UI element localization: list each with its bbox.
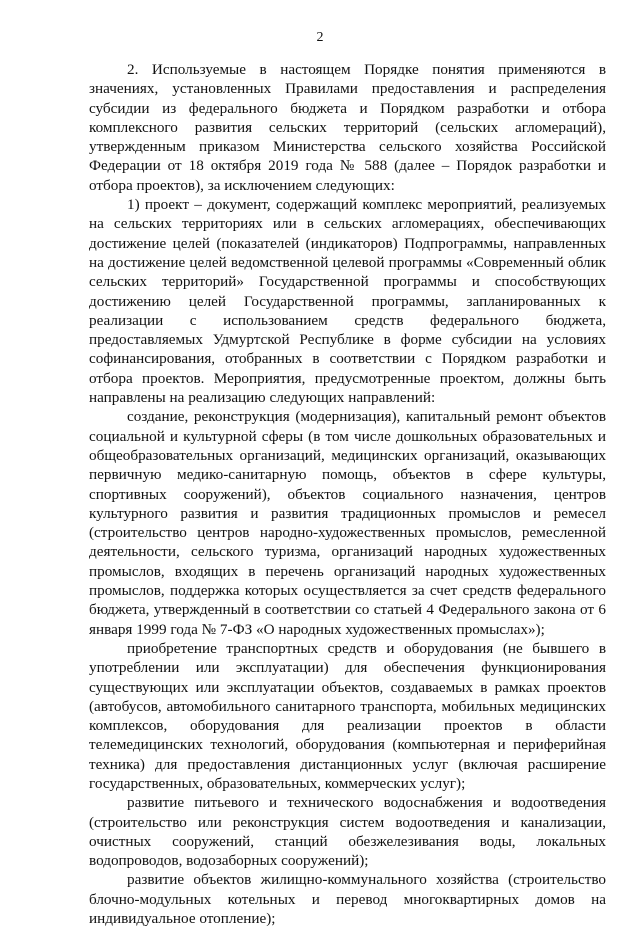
paragraph-housing-utilities: развитие объектов жилищно-коммунального хозяйства (строительство блочно-модульных котельных и перевод многоквартирных домов на индивидуальное отопление); bbox=[89, 871, 606, 928]
paragraph-water-supply: развитие питьевого и технического водоснабжения и водоотведения (строительство или реконструкция систем водоотведения и канализации, очистных сооружений, станций обезжелезивания воды, локальных водопроводов, водозаборных сооружений); bbox=[89, 794, 606, 870]
paragraph-transport-equipment: приобретение транспортных средств и оборудования (не бывшего в употреблении или эксплуатации) для обеспечения функционирования существующих или эксплуатации объектов, создаваемых в рамках проектов (автобусов, автомобильного санитарного транспорта, мобильных медицинских комплексов, оборудования для реализации проектов в области телемедицинских технологий, оборудования (компьютерная и периферийная техника) для предоставления дистанционных услуг (включая расширение государственных, образовательных, коммерческих услуг); bbox=[89, 639, 606, 792]
paragraph-definitions-intro: 2. Используемые в настоящем Порядке понятия применяются в значениях, установленных Правилами предоставления и распределения субсидии из федерального бюджета и Порядком разработки и отбора комплексного развития сельских территорий (сельских агломераций), утвержденным приказом Министерства сельского хозяйства Российской Федерации от 18 октября 2019 года № 588 (далее – Порядок разработки и отбора проектов), за исключением следующих: bbox=[89, 61, 606, 194]
document-body bbox=[89, 60, 606, 928]
paragraph-project-definition: 1) проект – документ, содержащий комплекс мероприятий, реализуемых на сельских территориях или в сельских агломерациях, обеспечивающих достижение целей (показателей (индикаторов) Подпрограммы, направленных на достижение целей ведомственной целевой программы «Современный облик сельских территорий» Государственной программы и способствующих достижению целей Государственной программы, запланированных к реализации с использованием средств федерального бюджета, предоставляемых Удмуртской Республике в форме субсидии на условиях софинансирования, отобранных в соответствии с Порядком разработки и отбора проектов. Мероприятия, предусмотренные проектом, должны быть направлены на реализацию следующих направлений: bbox=[89, 196, 606, 407]
page-number: 2 bbox=[316, 30, 324, 45]
paragraph-social-objects: создание, реконструкция (модернизация), капитальный ремонт объектов социальной и культурной сферы (в том числе дошкольных образовательных и общеобразовательных организаций, медицинских организаций, оказывающих первичную медико-санитарную помощь, объектов в сфере культуры, спортивных сооружений), объектов социального назначения, центров культурного развития и развития традиционных промыслов и ремесел (строительство центров народно-художественных промыслов, ремесленной деятельности, сельского туризма, организаций народных художественных промыслов, входящих в перечень организаций народных художественных промыслов, поддержка которых осуществляется за счет средств федерального бюджета, утвержденный в соответствии со статьей 4 Федерального закона от 6 января 1999 года № 7-ФЗ «О народных художественных промыслах»); bbox=[89, 408, 606, 638]
